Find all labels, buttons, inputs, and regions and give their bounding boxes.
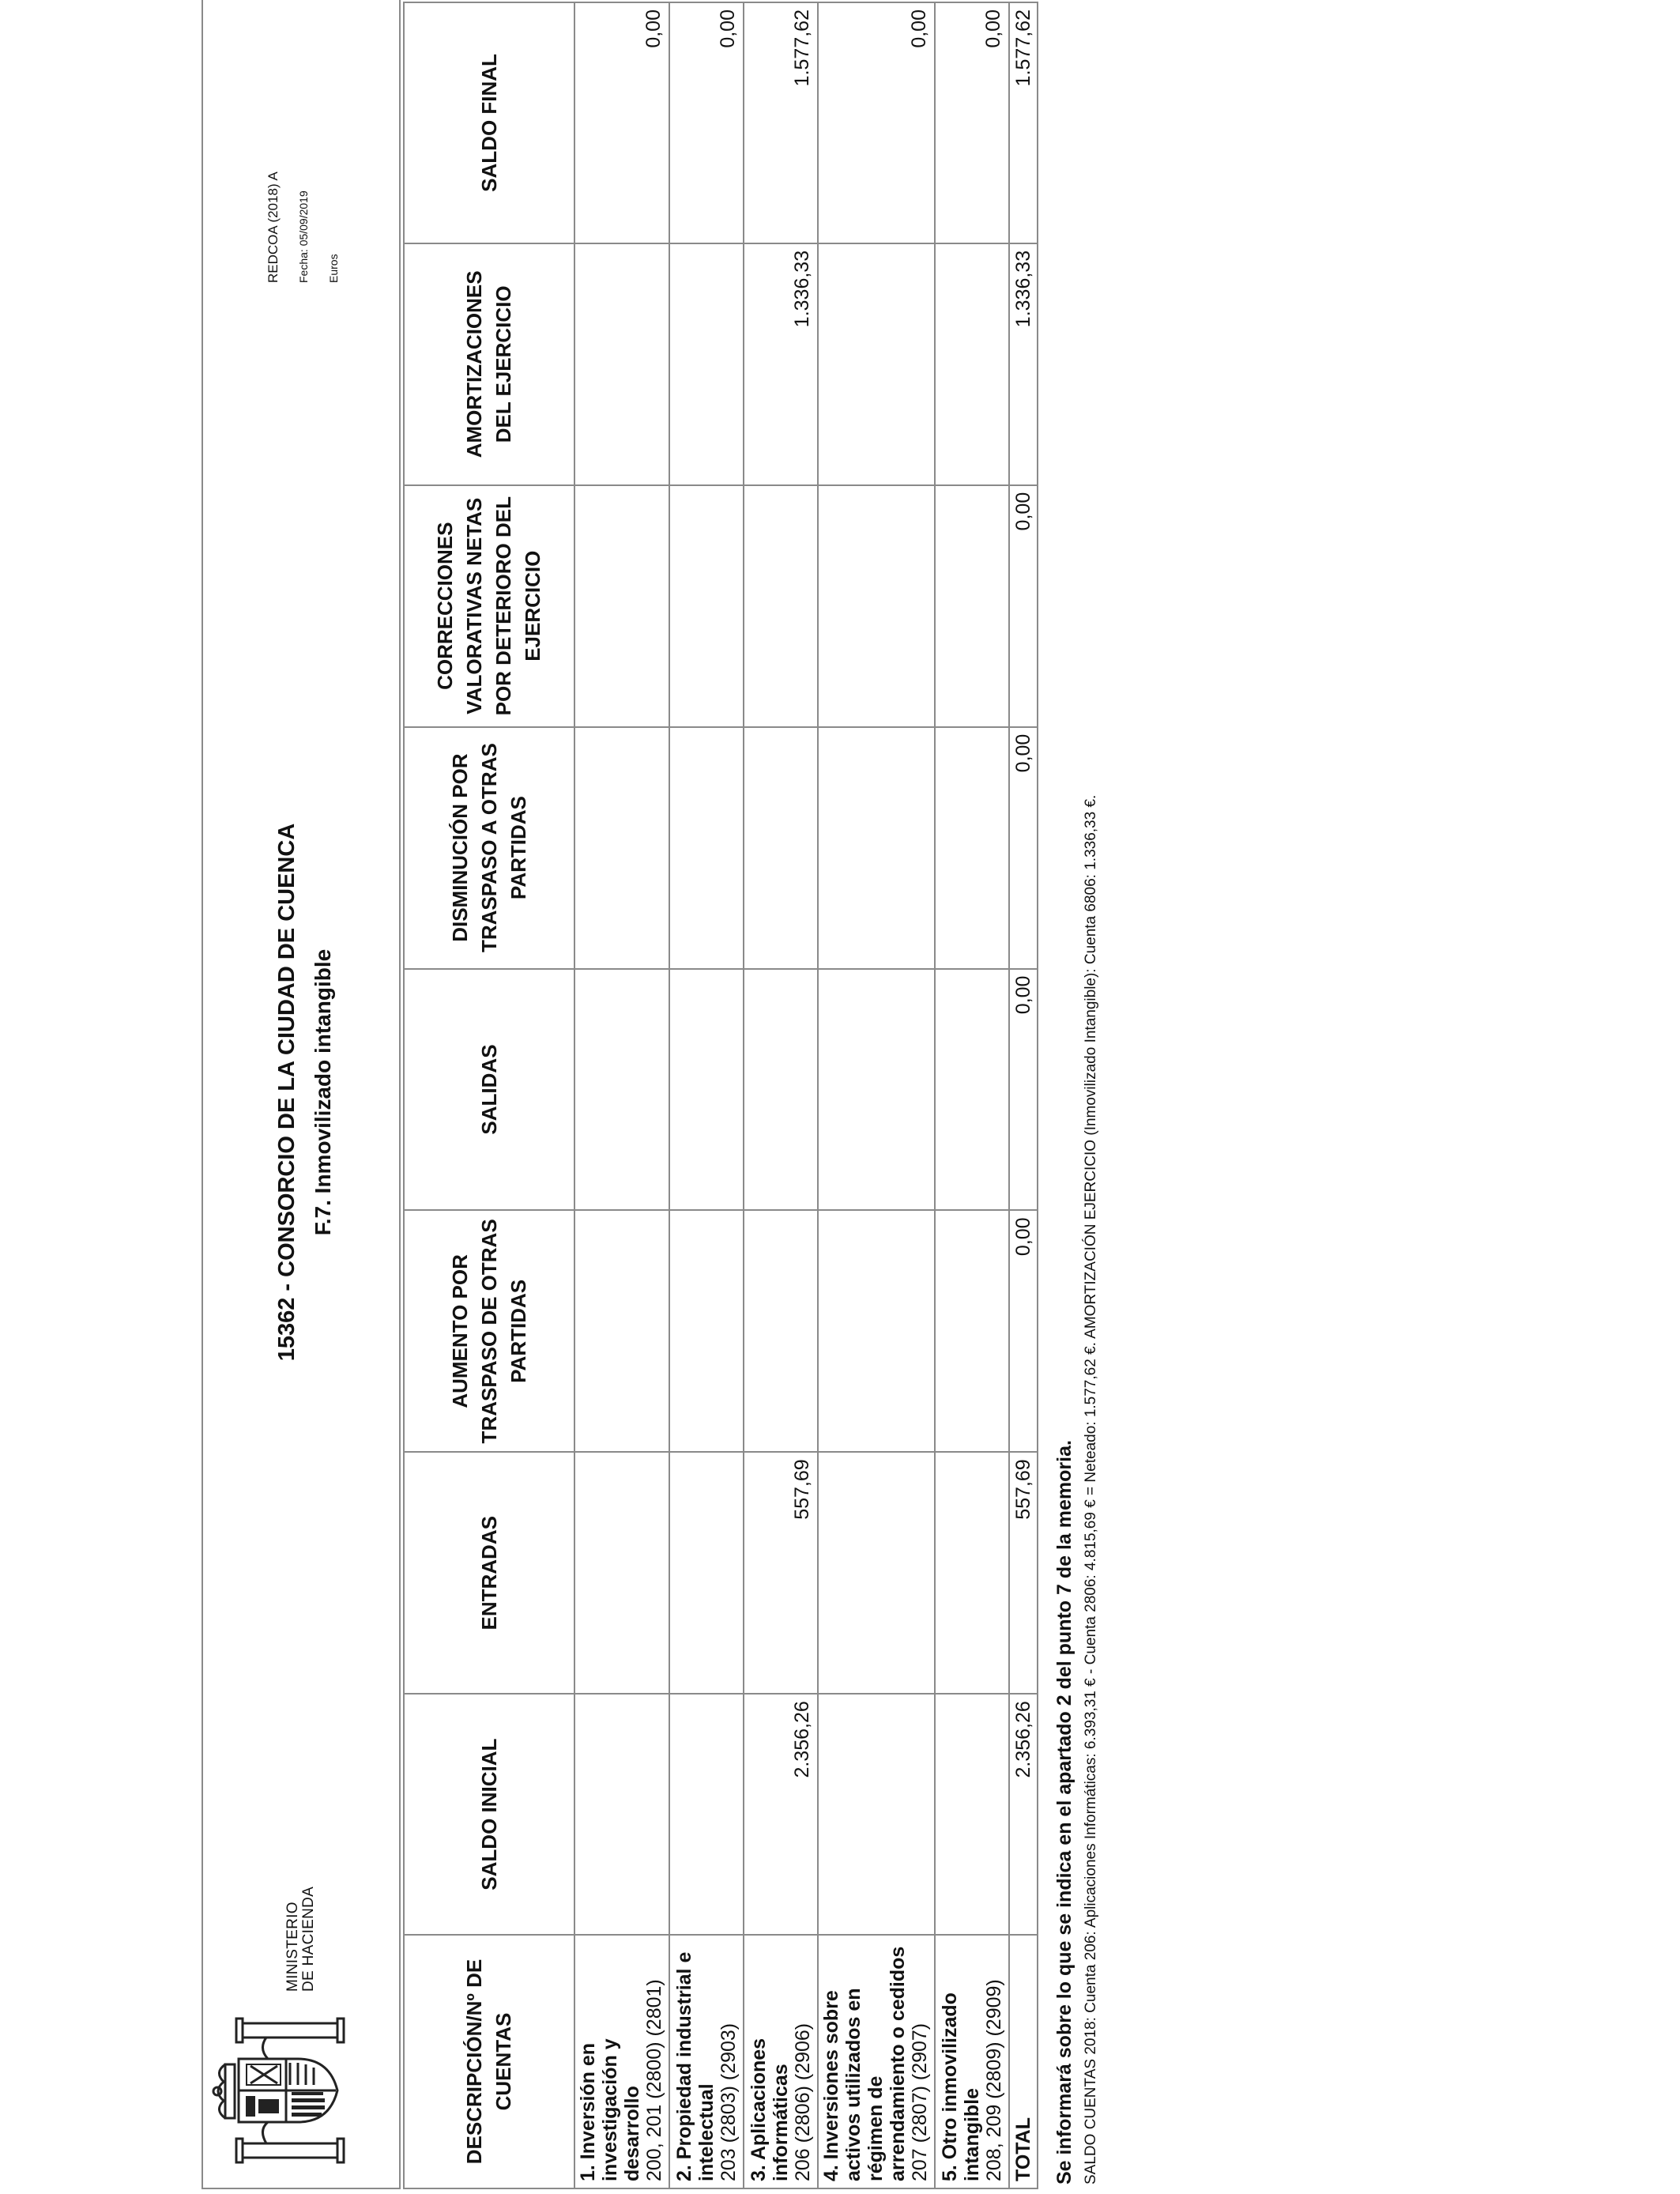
table-cell (744, 727, 818, 969)
table-cell: 1.336,33 (744, 243, 818, 485)
table-cell (935, 727, 1009, 969)
table-cell (574, 243, 669, 485)
table-cell (669, 727, 744, 969)
table-cell (935, 243, 1009, 485)
table-cell (818, 485, 935, 727)
table-cell (574, 1452, 669, 1694)
inmovilizado-table-wrapper (403, 2, 1038, 2189)
table-cell: 0,00 (818, 2, 935, 243)
document-title: 15362 - CONSORCIO DE LA CIUDAD DE CUENCA (274, 823, 299, 1362)
table-cell (669, 243, 744, 485)
table-cell (574, 1210, 669, 1452)
table-cell: 0,00 (574, 2, 669, 243)
total-cell: 1.336,33 (1009, 243, 1038, 485)
column-header: AUMENTO POR TRASPASO DE OTRAS PARTIDAS (404, 1210, 574, 1452)
total-cell: 0,00 (1009, 485, 1038, 727)
row-name: 5. Otro inmovilizado intangible (939, 1992, 983, 2181)
table-cell (818, 1452, 935, 1694)
header-box (202, 0, 401, 2189)
footer-note: Se informará sobre lo que se indica en el apartado 2 del punto 7 de la memoria. (1053, 1440, 1075, 2185)
column-header: SALDO INICIAL (404, 1694, 574, 1935)
table-row (669, 2, 744, 2188)
table-cell (935, 1694, 1009, 1935)
total-label: TOTAL (1009, 1935, 1038, 2188)
table-cell: 557,69 (744, 1452, 818, 1694)
redcoa-code: REDCOA (2018) A (266, 172, 281, 283)
report-date: Fecha: 05/09/2019 (297, 190, 310, 283)
table-cell (669, 969, 744, 1211)
table-cell (744, 1210, 818, 1452)
total-cell: 1.577,62 (1009, 2, 1038, 243)
row-description (669, 1935, 744, 2188)
table-cell (669, 1452, 744, 1694)
table-cell: 0,00 (669, 2, 744, 243)
table-cell (935, 485, 1009, 727)
column-header: AMORTIZACIONES DEL EJERCICIO (404, 243, 574, 485)
inmovilizado-table (403, 2, 1038, 2189)
table-cell (935, 1210, 1009, 1452)
table-cell (669, 485, 744, 727)
table-cell (935, 1452, 1009, 1694)
table-cell (818, 727, 935, 969)
row-accounts: 208, 209 (2809) (2909) (983, 1979, 1005, 2181)
table-cell (818, 1694, 935, 1935)
total-cell: 0,00 (1009, 969, 1038, 1211)
table-header-row (404, 2, 574, 2188)
table-cell (574, 1694, 669, 1935)
row-name: 4. Inversiones sobre activos utilizados en régimen de arrendamiento o cedidos (820, 1946, 909, 2181)
column-header: DESCRIPCIÓN/Nº DE CUENTAS (404, 1935, 574, 2188)
currency-unit: Euros (327, 254, 340, 283)
table-cell: 0,00 (935, 2, 1009, 243)
table-cell (574, 727, 669, 969)
column-header: CORRECCIONES VALORATIVAS NETAS POR DETERIORO DEL EJERCICIO (404, 485, 574, 727)
row-accounts: 203 (2803) (2903) (718, 2022, 740, 2181)
row-name: 1. Inversión en investigación y desarrollo (577, 2038, 643, 2181)
ministry-line-1: MINISTERIO (284, 1902, 301, 1992)
row-description (818, 1935, 935, 2188)
table-row (574, 2, 669, 2188)
column-header: DISMINUCIÓN POR TRASPASO A OTRAS PARTIDAS (404, 727, 574, 969)
total-cell: 557,69 (1009, 1452, 1038, 1694)
row-accounts: 200, 201 (2800) (2801) (643, 1979, 665, 2181)
table-cell (818, 243, 935, 485)
ministry-line-2: DE HACIENDA (300, 1886, 317, 1992)
table-cell (818, 1210, 935, 1452)
table-cell (744, 969, 818, 1211)
table-cell: 1.577,62 (744, 2, 818, 243)
table-cell (574, 969, 669, 1211)
document-subtitle: F.7. Inmovilizado intangible (311, 948, 335, 1236)
table-cell (744, 485, 818, 727)
total-row (1009, 2, 1038, 2188)
table-cell (669, 1694, 744, 1935)
total-cell: 0,00 (1009, 727, 1038, 969)
column-header: SALIDAS (404, 969, 574, 1211)
footer-detail: SALDO CUENTAS 2018: Cuenta 206: Aplicaciones Informáticas: 6.393,31 € - Cuenta 2806: 4.815,69 € = Neteado: 1.577,62 €. AMORTIZACIÓN EJERCICIO (Inmovilizado Intangible): Cuenta 6806: 1.336,33 €. (1083, 794, 1099, 2185)
row-name: 2. Propiedad industrial e intelectual (673, 1951, 718, 2181)
document-meta (258, 172, 348, 283)
row-description (574, 1935, 669, 2188)
table-cell (669, 1210, 744, 1452)
row-accounts: 207 (2807) (2907) (909, 2022, 931, 2181)
column-header: ENTRADAS (404, 1452, 574, 1694)
table-row (818, 2, 935, 2188)
column-header: SALDO FINAL (404, 2, 574, 243)
row-name: 3. Aplicaciones informáticas (748, 2038, 792, 2181)
table-cell: 2.356,26 (744, 1694, 818, 1935)
total-cell: 0,00 (1009, 1210, 1038, 1452)
table-cell (935, 969, 1009, 1211)
table-row (935, 2, 1009, 2188)
table-row (744, 2, 818, 2188)
row-description (744, 1935, 818, 2188)
total-cell: 2.356,26 (1009, 1694, 1038, 1935)
table-cell (574, 485, 669, 727)
row-accounts: 206 (2806) (2906) (792, 2022, 814, 2181)
row-description (935, 1935, 1009, 2188)
table-cell (818, 969, 935, 1211)
